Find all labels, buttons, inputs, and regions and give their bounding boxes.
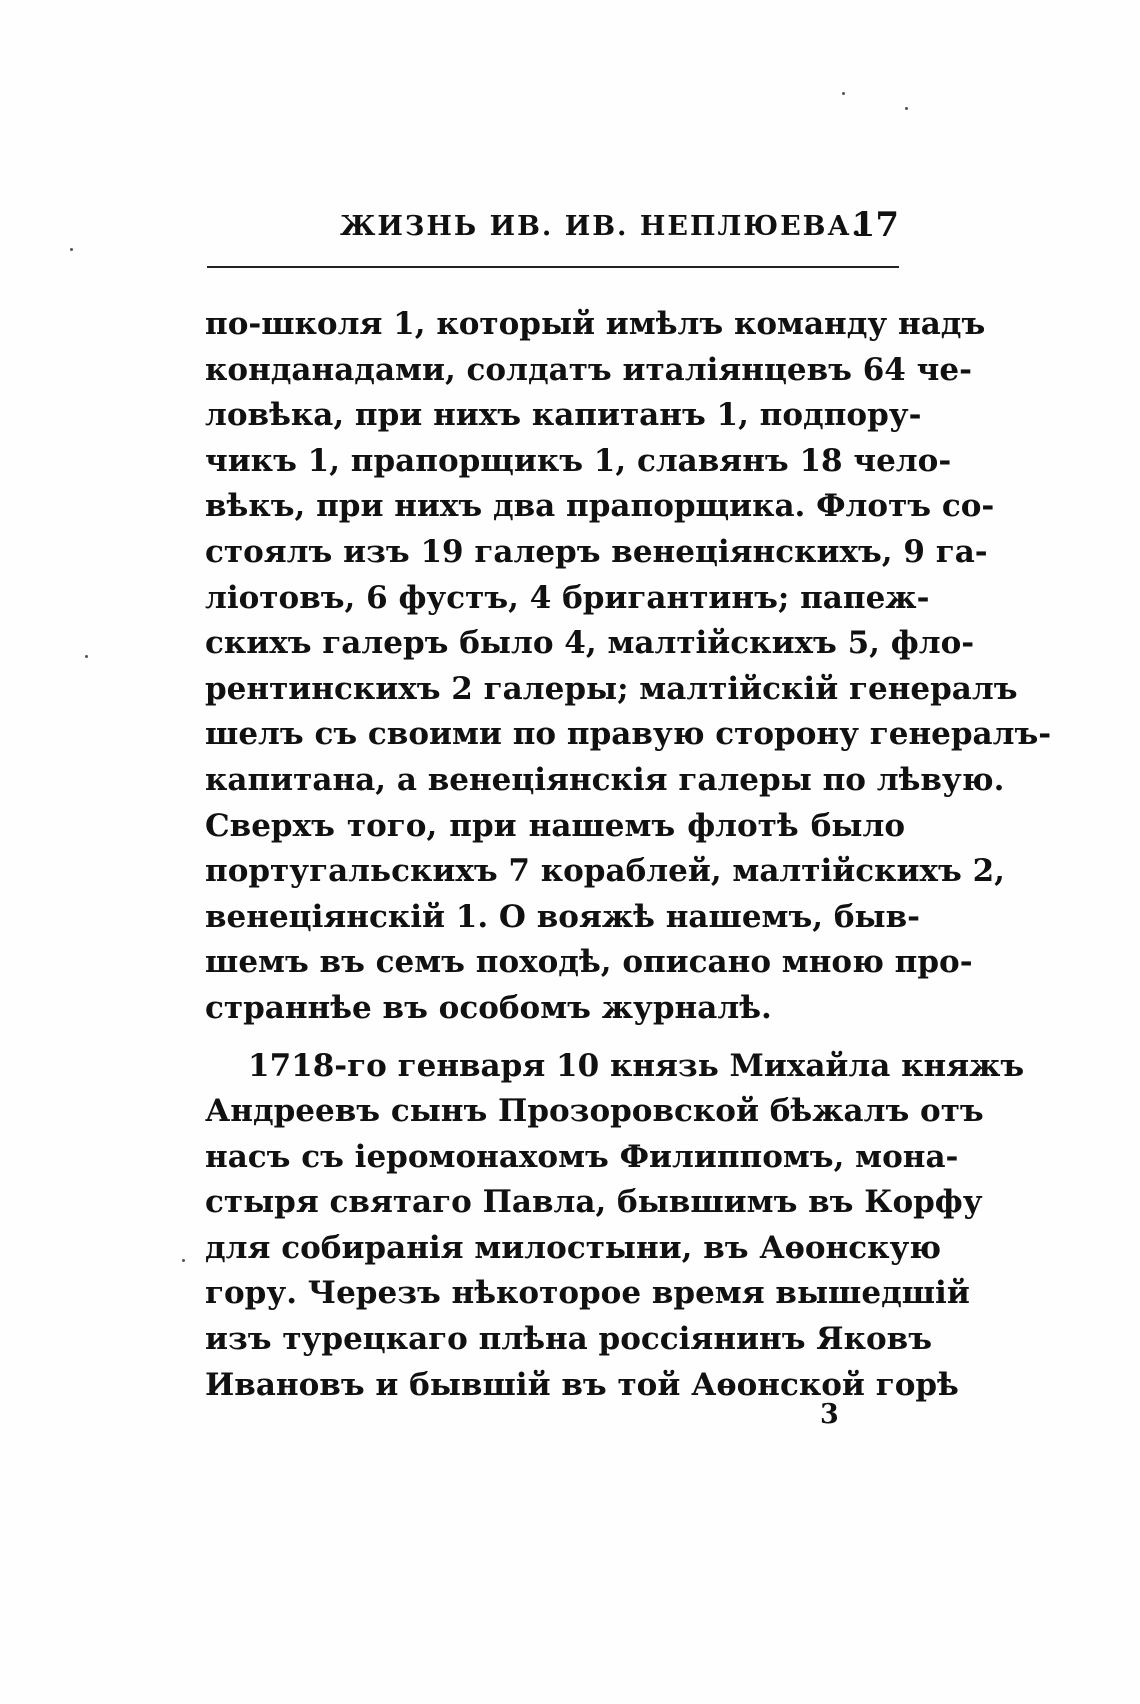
text-line: ліотовъ, 6 фустъ, 4 бригантинъ; папеж- xyxy=(205,579,930,616)
text-line: стыря святаго Павла, бывшимъ въ Корфу xyxy=(205,1184,983,1221)
text-line: 1718-го генваря 10 князь Михайла княжъ xyxy=(248,1047,1025,1084)
text-line: конданадами, солдатъ италіянцевъ 64 че- xyxy=(205,351,972,388)
text-line: Сверхъ того, при нашемъ флотѣ было xyxy=(205,807,905,844)
scan-speck xyxy=(842,92,845,95)
body-text xyxy=(205,302,1052,1408)
text-line: венеціянскій 1. О вояжѣ нашемъ, быв- xyxy=(205,898,920,935)
text-line: вѣкъ, при нихъ два прапорщика. Флотъ со- xyxy=(205,488,995,525)
header-rule xyxy=(207,266,899,268)
text-line: португальскихъ 7 кораблей, малтійскихъ 2, xyxy=(205,853,1005,890)
text-line: чикъ 1, прапорщикъ 1, славянъ 18 чело- xyxy=(205,442,952,479)
text-line: изъ турецкаго плѣна россіянинъ Яковъ xyxy=(205,1321,933,1358)
text-line: капитана, а венеціянскія галеры по лѣвую. xyxy=(205,761,1005,798)
text-line: шемъ въ семъ походѣ, описано мною про- xyxy=(205,944,973,981)
text-line: Ивановъ и бывшій въ той Аѳонской горѣ xyxy=(205,1366,959,1403)
text-line: для собиранія милостыни, въ Аѳонскую xyxy=(205,1229,942,1266)
page-header xyxy=(205,205,905,255)
scan-speck xyxy=(85,655,88,658)
text-line: Андреевъ сынъ Прозоровской бѣжалъ отъ xyxy=(205,1093,984,1130)
text-line: стоялъ изъ 19 галеръ венеціянскихъ, 9 га- xyxy=(205,533,988,570)
scan-speck xyxy=(70,248,73,251)
text-line: ловѣка, при нихъ капитанъ 1, подпору- xyxy=(205,397,922,434)
text-line: гору. Черезъ нѣкоторое время вышедшій xyxy=(205,1275,970,1312)
scan-speck xyxy=(905,107,908,110)
scan-speck xyxy=(182,1259,185,1262)
paragraph-gap xyxy=(205,1032,905,1044)
text-line: насъ съ іеромонахомъ Филиппомъ, мона- xyxy=(205,1138,959,1175)
text-line: скихъ галеръ было 4, малтійскихъ 5, фло- xyxy=(205,625,975,662)
text-line: шелъ съ своими по правую сторону генералъ- xyxy=(205,716,1052,753)
page-number: 17 xyxy=(851,205,899,245)
text-line: рентинскихъ 2 галеры; малтійскій генералъ xyxy=(205,670,1018,707)
signature-mark: 3 xyxy=(820,1399,839,1430)
text-line: по-школя 1, который имѣлъ команду надъ xyxy=(205,306,986,342)
running-title: ЖИЗНЬ ИВ. ИВ. НЕПЛЮЕВА. xyxy=(340,211,863,242)
text-line: страннѣе въ особомъ журналѣ. xyxy=(205,989,772,1026)
